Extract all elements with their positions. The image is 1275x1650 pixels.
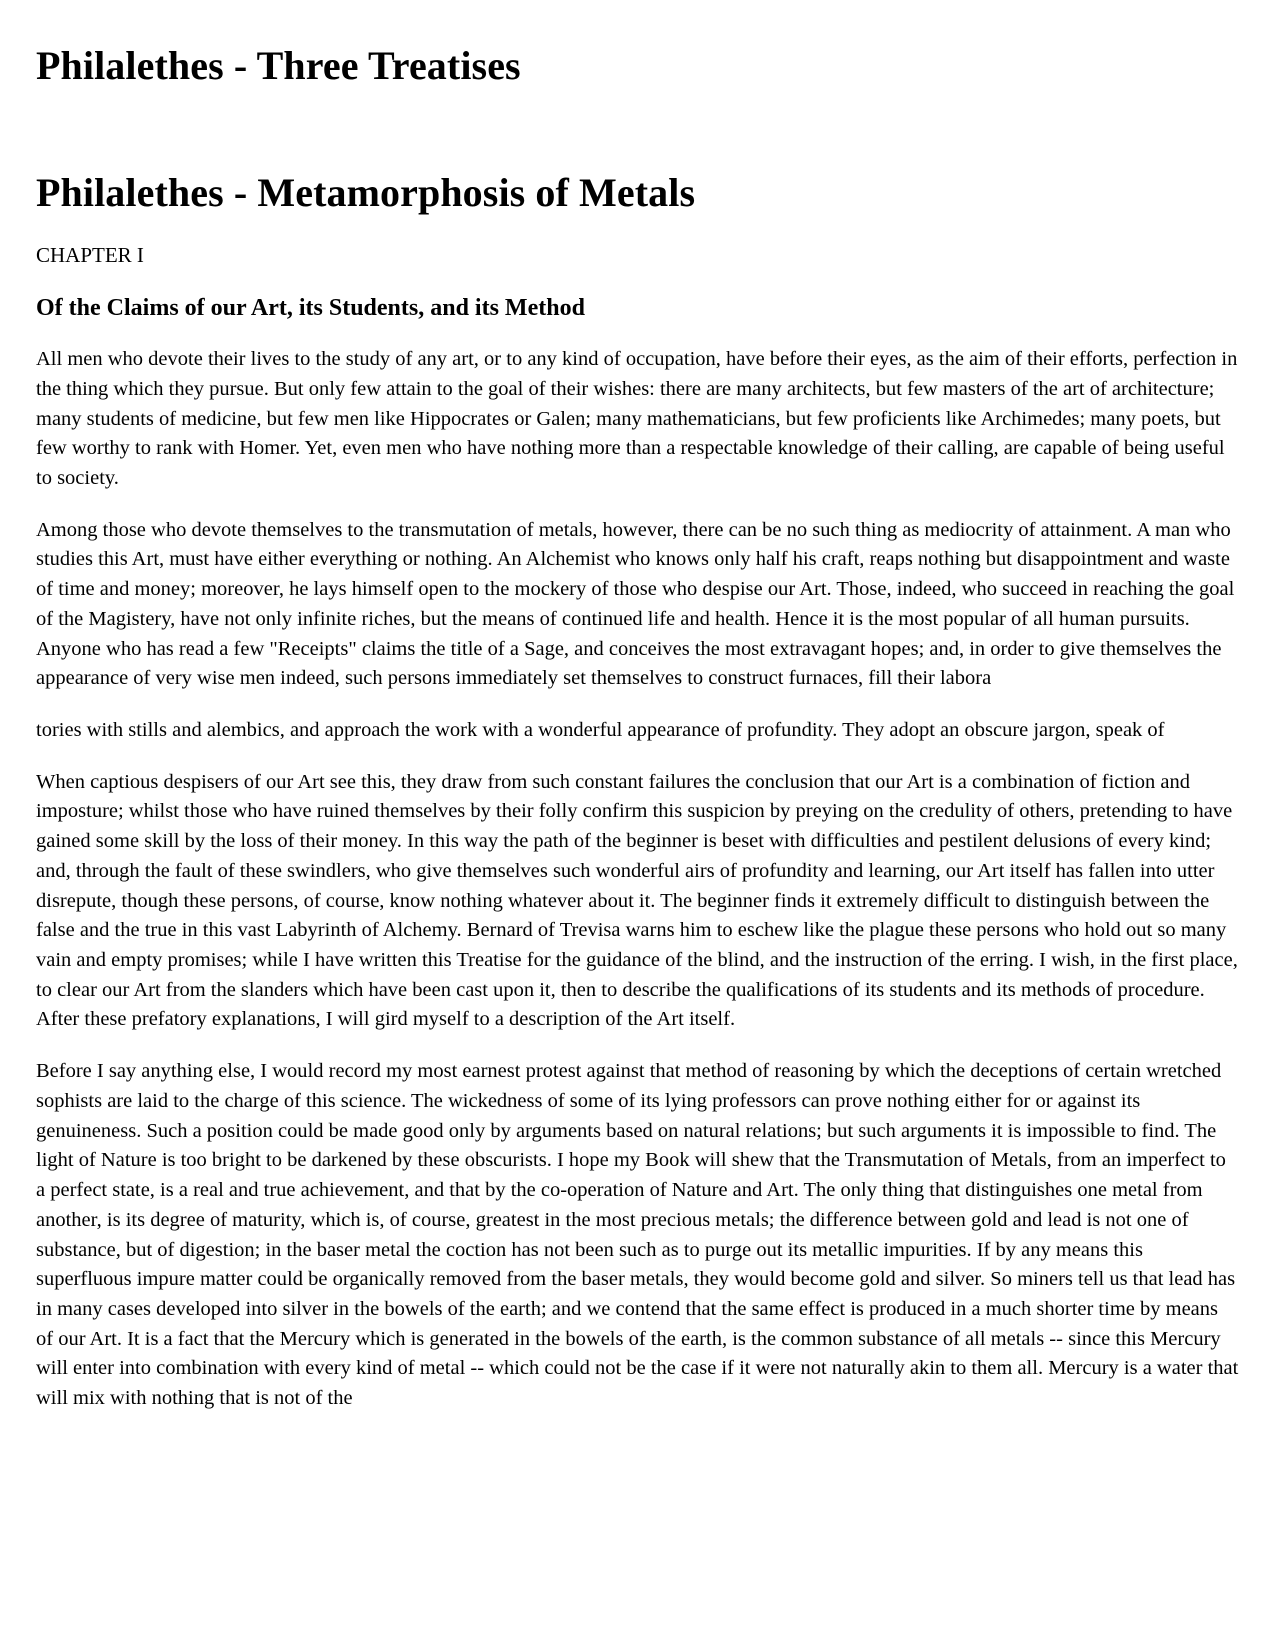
paragraph: Before I say anything else, I would record my most earnest protest against that method of reasoning by which the deceptions of certain wretched sophists are laid to the charge of this science. The wickedness of some of its lying professors can prove nothing either for or against its genuineness. Such a position could be made good only by arguments based on natural relations; but such arguments it is impossible to find. The light of Nature is too bright to be darkened by these obscurists. I hope my Book will shew that the Transmutation of Metals, from an imperfect to a perfect state, is a real and true achievement, and that by the co-operation of Nature and Art. The only thing that distinguishes one metal from another, is its degree of maturity, which is, of course, greatest in the most precious metals; the difference between gold and lead is not one of substance, but of digestion; in the baser metal the coction has not been such as to purge out its metallic impurities. If by any means this superfluous impure matter could be organically removed from the baser metals, they would become gold and silver. So miners tell us that lead has in many cases developed into silver in the bowels of the earth; and we contend that the same effect is produced in a much shorter time by means of our Art. It is a fact that the Mercury which is generated in the bowels of the earth, is the common substance of all metals -- since this Mercury will enter into combination with every kind of metal -- which could not be the case if it were not naturally akin to them all. Mercury is a water that will mix with nothing that is not of the	[36, 1060, 1239, 1410]
section-title: Of the Claims of our Art, its Students, and its Method	[36, 294, 585, 321]
page-title: Philalethes - Three Treatises	[36, 43, 521, 88]
book-title: Philalethes - Metamorphosis of Metals	[36, 169, 696, 215]
paragraph: All men who devote their lives to the study of any art, or to any kind of occupation, have before their eyes, as the aim of their efforts, perfection in the thing which they pursue. But only few attain to the goal of their wishes: there are many architects, but few masters of the art of architecture; many students of medicine, but few men like Hippocrates or Galen; many mathematicians, but few proficients like Archimedes; many poets, but few worthy to rank with Homer. Yet, even men who have nothing more than a respectable knowledge of their calling, are capable of being useful to society.	[36, 348, 1238, 489]
paragraph: Among those who devote themselves to the transmutation of metals, however, there can be no such thing as mediocrity of attainment. A man who studies this Art, must have either everything or nothing. An Alchemist who knows only half his craft, reaps nothing but disappointment and waste of time and money; moreover, he lays himself open to the mockery of those who despise our Art. Those, indeed, who succeed in reaching the goal of the Magistery, have not only infinite riches, but the means of continued life and health. Hence it is the most popular of all human pursuits. Anyone who has read a few "Receipts" claims the title of a Sage, and conceives the most extravagant hopes; and, in order to give themselves the appearance of very wise men indeed, such persons immediately set themselves to construct furnaces, fill their labora	[36, 518, 1235, 690]
paragraph: When captious despisers of our Art see this, they draw from such constant failures the conclusion that our Art is a combination of fiction and imposture; whilst those who have ruined themselves by their folly confirm this suspicion by preying on the credulity of others, pretending to have gained some skill by the loss of their money. In this way the path of the beginner is beset with difficulties and pestilent delusions of every kind; and, through the fault of these swindlers, who give themselves such wonderful airs of profundity and learning, our Art itself has fallen into utter disrepute, though these persons, of course, know nothing whatever about it. The beginner finds it extremely difficult to distinguish between the false and the true in this vast Labyrinth of Alchemy. Bernard of Trevisa warns him to eschew like the plague these persons who hold out so many vain and empty promises; while I have written this Treatise for the guidance of the blind, and the instruction of the erring. I wish, in the first place, to clear our Art from the slanders which have been cast upon it, then to describe the qualifications of its students and its methods of procedure. After these prefatory explanations, I will gird myself to a description of the Art itself.	[36, 770, 1238, 1031]
paragraph: tories with stills and alembics, and approach the work with a wonderful appearance of profundity. They adopt an obscure jargon, speak of	[36, 719, 1165, 742]
chapter-label: CHAPTER I	[36, 242, 144, 267]
